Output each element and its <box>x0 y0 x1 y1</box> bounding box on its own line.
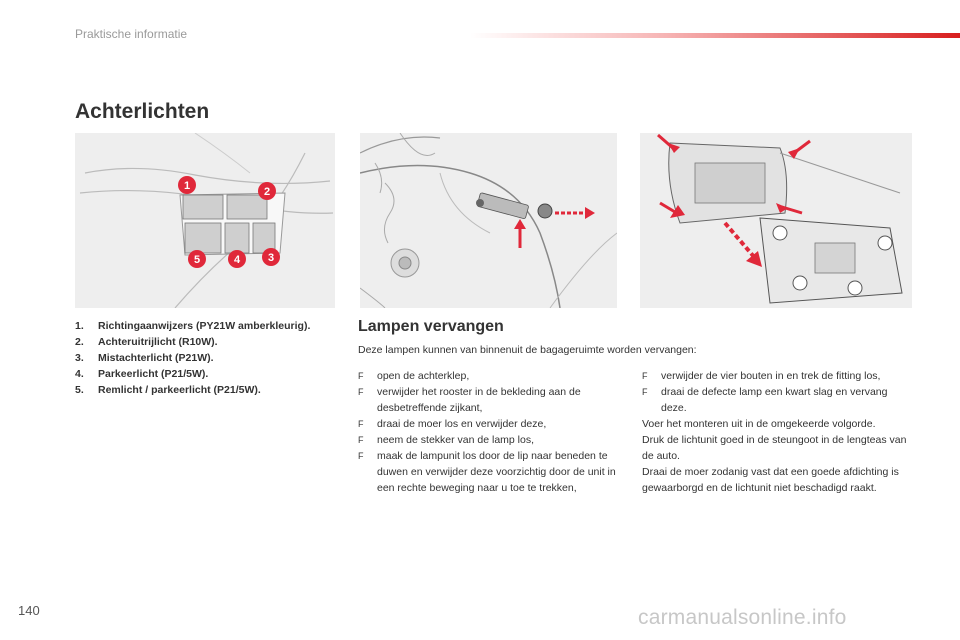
paragraph: Druk de lichtunit goed in de steungoot in de lengteas van de auto. <box>642 434 907 462</box>
callout-3-label: 3 <box>267 252 275 264</box>
watermark: carmanualsonline.info <box>638 606 847 629</box>
steps-column-1 <box>358 368 620 496</box>
callout-1-label: 1 <box>183 180 191 192</box>
legend-text: Mistachterlicht (P21W). <box>98 352 214 364</box>
legend-text: Richtingaanwijzers (PY21W amberkleurig). <box>98 320 311 332</box>
legend-number: 2. <box>75 336 84 348</box>
callout-2-label: 2 <box>263 186 271 198</box>
header-accent-bar <box>470 33 960 38</box>
step-text: maak de lampunit los door de lip naar beneden te duwen en verwijder deze voorzichtig door de unit in een rechte beweging naar u toe te trekken, <box>377 450 616 494</box>
step-item <box>358 368 620 384</box>
callout-1 <box>178 176 196 194</box>
legend-list <box>75 318 335 398</box>
step-marker: F <box>358 451 364 461</box>
section-title: Lampen vervangen <box>358 318 504 335</box>
step-text: open de achterklep, <box>377 370 470 382</box>
step-marker: F <box>358 419 364 429</box>
rear-light-cluster-illustration <box>75 133 335 308</box>
lamp-unit-illustration <box>640 133 912 308</box>
legend-item <box>75 382 335 398</box>
step-item <box>358 432 620 448</box>
legend-number: 4. <box>75 368 84 380</box>
step-item <box>358 448 620 496</box>
step-item <box>642 384 907 416</box>
step-text: verwijder de vier bouten in en trek de fitting los, <box>661 370 881 382</box>
paragraph: Draai de moer zodanig vast dat een goede afdichting is gewaarborgd en de lichtunit niet beschadigd raakt. <box>642 466 899 494</box>
legend-item <box>75 318 335 334</box>
callout-4 <box>228 250 246 268</box>
legend-item <box>75 334 335 350</box>
callout-2 <box>258 182 276 200</box>
legend-text: Achteruitrijlicht (R10W). <box>98 336 218 348</box>
callout-3 <box>262 248 280 266</box>
step-marker: F <box>358 435 364 445</box>
section-intro: Deze lampen kunnen van binnenuit de bagageruimte worden vervangen: <box>358 344 697 356</box>
callout-5-label: 5 <box>193 254 201 266</box>
page-number: 140 <box>18 603 40 618</box>
callout-4-label: 4 <box>233 254 241 266</box>
legend-number: 1. <box>75 320 84 332</box>
step-item <box>358 416 620 432</box>
legend-item <box>75 350 335 366</box>
step-marker: F <box>642 387 648 397</box>
steps-column-2 <box>642 368 907 496</box>
trunk-nut-illustration <box>360 133 617 308</box>
paragraph: Voer het monteren uit in de omgekeerde volgorde. <box>642 418 876 430</box>
legend-item <box>75 366 335 382</box>
page-title: Achterlichten <box>75 100 210 123</box>
step-text: draai de defecte lamp een kwart slag en vervang deze. <box>661 386 888 414</box>
step-text: draai de moer los en verwijder deze, <box>377 418 547 430</box>
legend-number: 5. <box>75 384 84 396</box>
callout-5 <box>188 250 206 268</box>
step-text: verwijder het rooster in de bekleding aan de desbetreffende zijkant, <box>377 386 581 414</box>
step-item <box>358 384 620 416</box>
legend-text: Parkeerlicht (P21/5W). <box>98 368 209 380</box>
legend-text: Remlicht / parkeerlicht (P21/5W). <box>98 384 261 396</box>
step-marker: F <box>358 371 364 381</box>
legend-number: 3. <box>75 352 84 364</box>
step-marker: F <box>358 387 364 397</box>
step-marker: F <box>642 371 648 381</box>
header-label: Praktische informatie <box>75 27 188 41</box>
step-text: neem de stekker van de lamp los, <box>377 434 534 446</box>
step-item <box>642 368 907 384</box>
